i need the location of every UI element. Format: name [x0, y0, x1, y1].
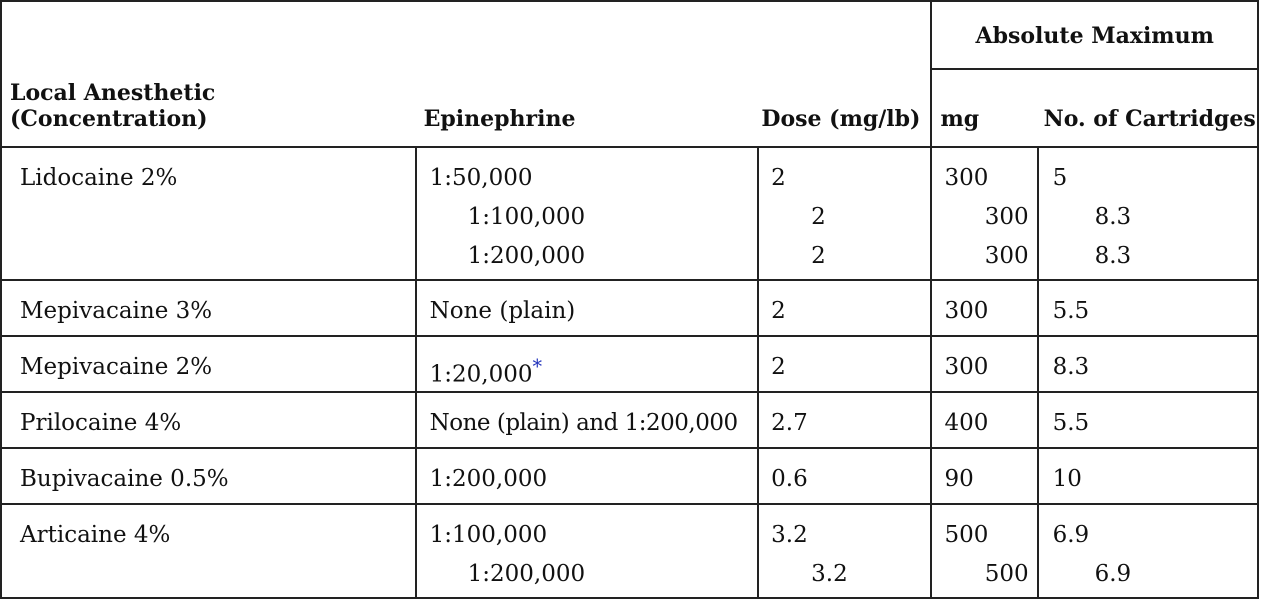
- dose-cell: 3.2 3.2: [758, 504, 931, 598]
- dose-cell: 2: [758, 280, 931, 336]
- cartridges-cell: 6.9 6.9: [1038, 504, 1258, 598]
- table-row: [1, 280, 1258, 336]
- table-row: [1, 504, 1258, 598]
- mg-cell: 300 300 300: [931, 147, 1037, 280]
- dose-cell: 2: [758, 336, 931, 392]
- table-row: [1, 336, 1258, 392]
- header-row-bottom: [1, 69, 1258, 147]
- epinephrine-cell: None (plain) and 1:200,000: [416, 392, 759, 448]
- mg-cell: 500 500: [931, 504, 1037, 598]
- mg-column-header: mg: [931, 69, 1037, 147]
- header-blank-cell: [758, 1, 931, 69]
- cartridges-cell: 10: [1038, 448, 1258, 504]
- anesthetic-column-header: Local Anesthetic (Concentration): [1, 69, 416, 147]
- epinephrine-cell: 1:100,000 1:200,000: [416, 504, 759, 598]
- anesthetic-cell: Mepivacaine 3%: [1, 280, 416, 336]
- anesthetic-cell: Prilocaine 4%: [1, 392, 416, 448]
- cartridges-cell: 5 8.3 8.3: [1038, 147, 1258, 280]
- epinephrine-cell: 1:50,000 1:100,000 1:200,000: [416, 147, 759, 280]
- epinephrine-column-header: Epinephrine: [416, 69, 759, 147]
- anesthetic-cell: Lidocaine 2%: [1, 147, 416, 280]
- header-row-top: [1, 1, 1258, 69]
- anesthetic-cell: Mepivacaine 2%: [1, 336, 416, 392]
- absolute-maximum-header: Absolute Maximum: [931, 1, 1258, 69]
- dose-cell: 2.7: [758, 392, 931, 448]
- table-row: [1, 392, 1258, 448]
- anesthetic-cell: Articaine 4%: [1, 504, 416, 598]
- mg-cell: 300: [931, 336, 1037, 392]
- cartridges-cell: 5.5: [1038, 280, 1258, 336]
- epinephrine-cell: None (plain): [416, 280, 759, 336]
- epinephrine-cell: 1:20,000*: [416, 336, 759, 392]
- cartridges-column-header: No. of Cartridges: [1038, 69, 1258, 147]
- mg-cell: 300: [931, 280, 1037, 336]
- cartridges-cell: 5.5: [1038, 392, 1258, 448]
- table-row: [1, 147, 1258, 280]
- cartridges-cell: 8.3: [1038, 336, 1258, 392]
- mg-cell: 90: [931, 448, 1037, 504]
- dose-cell: 0.6: [758, 448, 931, 504]
- dose-cell: 2 2 2: [758, 147, 931, 280]
- epinephrine-cell: 1:200,000: [416, 448, 759, 504]
- anesthetic-cell: Bupivacaine 0.5%: [1, 448, 416, 504]
- header-blank-cell: [416, 1, 759, 69]
- footnote-marker-link[interactable]: *: [532, 355, 543, 378]
- header-blank-cell: [1, 1, 416, 69]
- table-row: [1, 448, 1258, 504]
- mg-cell: 400: [931, 392, 1037, 448]
- dose-column-header: Dose (mg/lb): [758, 69, 931, 147]
